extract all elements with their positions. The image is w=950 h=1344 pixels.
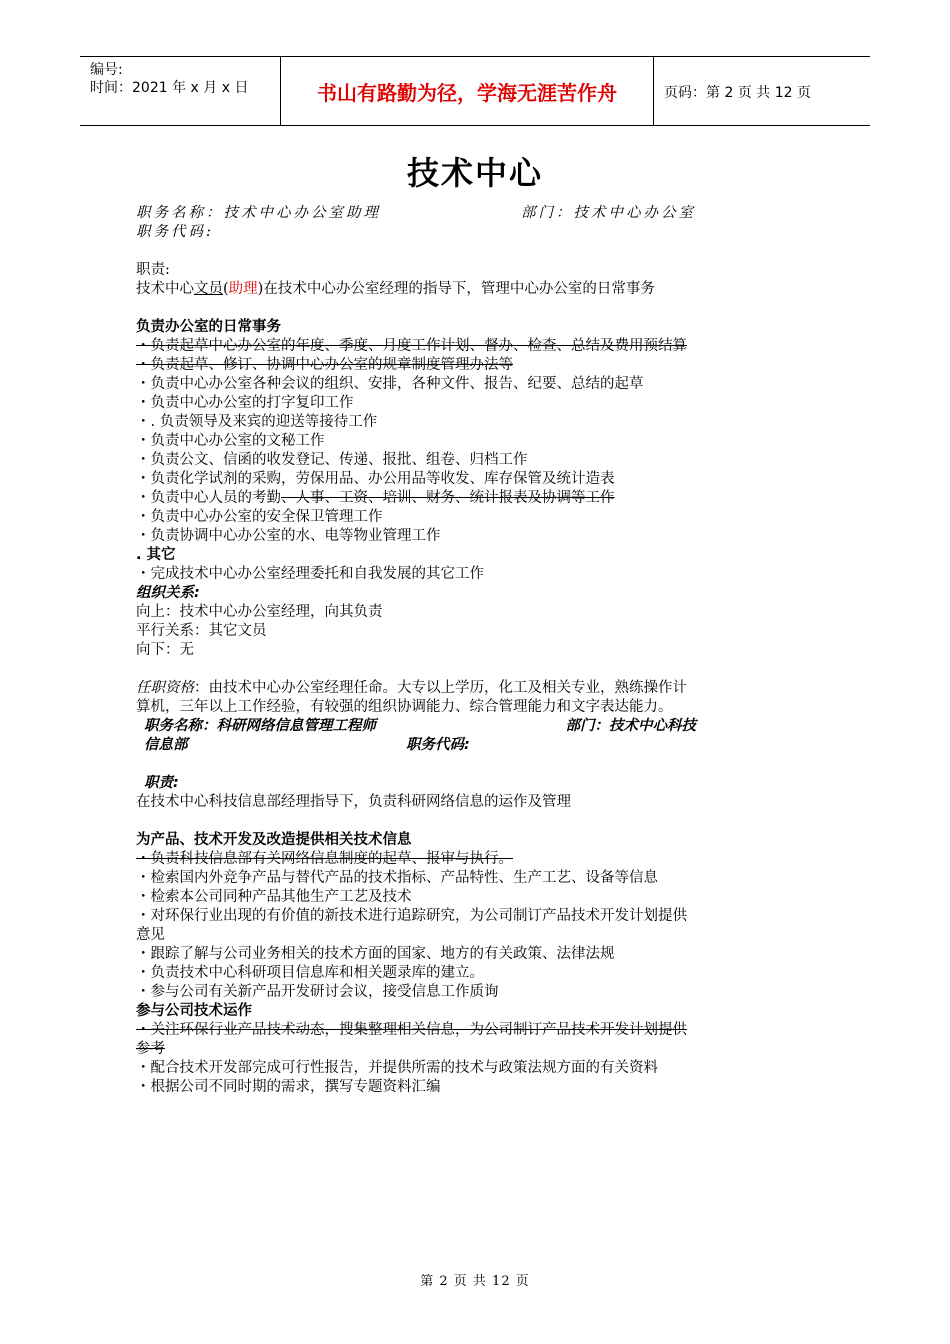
job2-header-cont <box>136 736 696 755</box>
job1-summary <box>136 280 696 299</box>
job1-section-other: . 其它 <box>136 547 176 563</box>
job2-name: 职务名称：科研网络信息管理工程师 <box>144 718 376 734</box>
org-down: 向下：无 <box>136 642 194 658</box>
list-item: ・根据公司不同时期的需求，撰写专题资料汇编 <box>136 1079 441 1095</box>
list-item: ・负责科技信息部有关网络信息制度的起草、报审与执行。 <box>136 851 513 867</box>
list-item: ・完成技术中心办公室经理委托和自我发展的其它工作 <box>136 566 484 582</box>
job1-dept: 部门：技术中心办公室 <box>521 205 696 221</box>
qual-text: ：由技术中心办公室经理任命。大专以上学历，化工及相关专业，熟练操作计算机，三年以上工作经验，有较强的组织协调能力、综合管理能力和文字表达能力。 <box>136 680 687 715</box>
list-item: ・检索本公司同种产品其他生产工艺及技术 <box>136 889 412 905</box>
list-item-text: ・负责中心人员的考勤 <box>136 490 281 506</box>
list-item: ・检索国内外竞争产品与替代产品的技术指标、产品特性、生产工艺、设备等信息 <box>136 870 658 886</box>
job2-ops-list <box>136 1021 696 1097</box>
list-item: ・对环保行业出现的有价值的新技术进行追踪研究，为公司制订产品技术开发计划提供意见 <box>136 908 687 943</box>
list-item: ・负责协调中心办公室的水、电等物业管理工作 <box>136 528 441 544</box>
list-item: ・负责起草中心办公室的年度、季度、月度工作计划、督办、检查、总结及费用预结算 <box>136 338 687 354</box>
org-label: 组织关系: <box>136 585 200 601</box>
list-item: ・负责化学试剂的采购，劳保用品、办公用品等收发、库存保管及统计造表 <box>136 471 615 487</box>
org-parallel: 平行关系：其它文员 <box>136 623 267 639</box>
list-item: ・跟踪了解与公司业务相关的技术方面的国家、地方的有关政策、法律法规 <box>136 946 615 962</box>
list-item <box>136 489 696 508</box>
job2-code: 职务代码: <box>406 737 470 753</box>
list-item: ・负责起草、修订、协调中心办公室的规章制度管理办法等 <box>136 357 513 373</box>
list-item: ・负责中心办公室各种会议的组织、安排，各种文件、报告、纪要、总结的起草 <box>136 376 644 392</box>
summary-text: 在技术中心办公室经理的指导下，管理中心办公室的日常事务 <box>263 281 655 297</box>
list-item: ・配合技术开发部完成可行性报告，并提供所需的技术与政策法规方面的有关资料 <box>136 1060 658 1076</box>
qual-label: 任职资格 <box>136 680 194 696</box>
summary-paren: ( <box>223 281 229 297</box>
job1-duty-list <box>136 337 696 489</box>
summary-assist: 助理 <box>228 281 258 297</box>
list-item: ・负责技术中心科研项目信息库和相关题录库的建立。 <box>136 965 484 981</box>
job2-header <box>136 717 696 736</box>
list-item: ・负责中心办公室的安全保卫管理工作 <box>136 509 383 525</box>
number-label: 编号: <box>90 62 123 78</box>
job1-duties-label: 职责: <box>136 262 170 278</box>
summary-clerk: 文员 <box>194 281 223 297</box>
summary-text: 技术中心 <box>136 281 194 297</box>
list-item: ・负责中心办公室的文秘工作 <box>136 433 325 449</box>
page-info: 页码：第 2 页 共 12 页 <box>664 85 811 101</box>
job2-section-tech: 为产品、技术开发及改造提供相关技术信息 <box>136 832 412 848</box>
job2-duties-label: 职责: <box>144 775 179 791</box>
job2-dept: 部门：技术中心科技 <box>565 718 696 734</box>
job2-duty-list <box>136 850 696 1002</box>
job1-code: 职务代码: <box>136 224 214 240</box>
job2-section-ops: 参与公司技术运作 <box>136 1003 252 1019</box>
list-item-struck-text: 、人事、工资、培训、财务、统计报表及协调等工作 <box>281 490 615 506</box>
job2-dept-cont: 信息部 <box>144 737 188 753</box>
list-item: ・关注环保行业产品技术动态，搜集整理相关信息，为公司制订产品技术开发计划提供参考 <box>136 1022 687 1057</box>
page-header <box>80 56 870 126</box>
job2-summary: 在技术中心科技信息部经理指导下，负责科研网络信息的运作及管理 <box>136 794 571 810</box>
page-title: 技术中心 <box>406 154 543 192</box>
time-label: 时间：2021 年 x 月 x 日 <box>90 80 249 96</box>
page-footer: 第 2 页 共 12 页 <box>420 1274 530 1289</box>
list-item: ・参与公司有关新产品开发研讨会议，接受信息工作质询 <box>136 984 499 1000</box>
header-meta <box>90 61 248 97</box>
motto: 书山有路勤为径，学海无涯苦作舟 <box>280 57 654 125</box>
list-item: ・负责中心办公室的打字复印工作 <box>136 395 354 411</box>
org-up: 向上：技术中心办公室经理，向其负责 <box>136 604 383 620</box>
job1-name: 职务名称：技术中心办公室助理 <box>136 205 381 221</box>
qualification <box>136 679 696 717</box>
list-item: ・负责公文、信函的收发登记、传递、报批、组卷、归档工作 <box>136 452 528 468</box>
list-item: ・. 负责领导及来宾的迎送等接待工作 <box>136 414 378 430</box>
job1-header <box>136 204 696 223</box>
job1-section-daily: 负责办公室的日常事务 <box>136 319 281 335</box>
summary-paren: ) <box>257 281 264 297</box>
document-body <box>136 204 696 1097</box>
